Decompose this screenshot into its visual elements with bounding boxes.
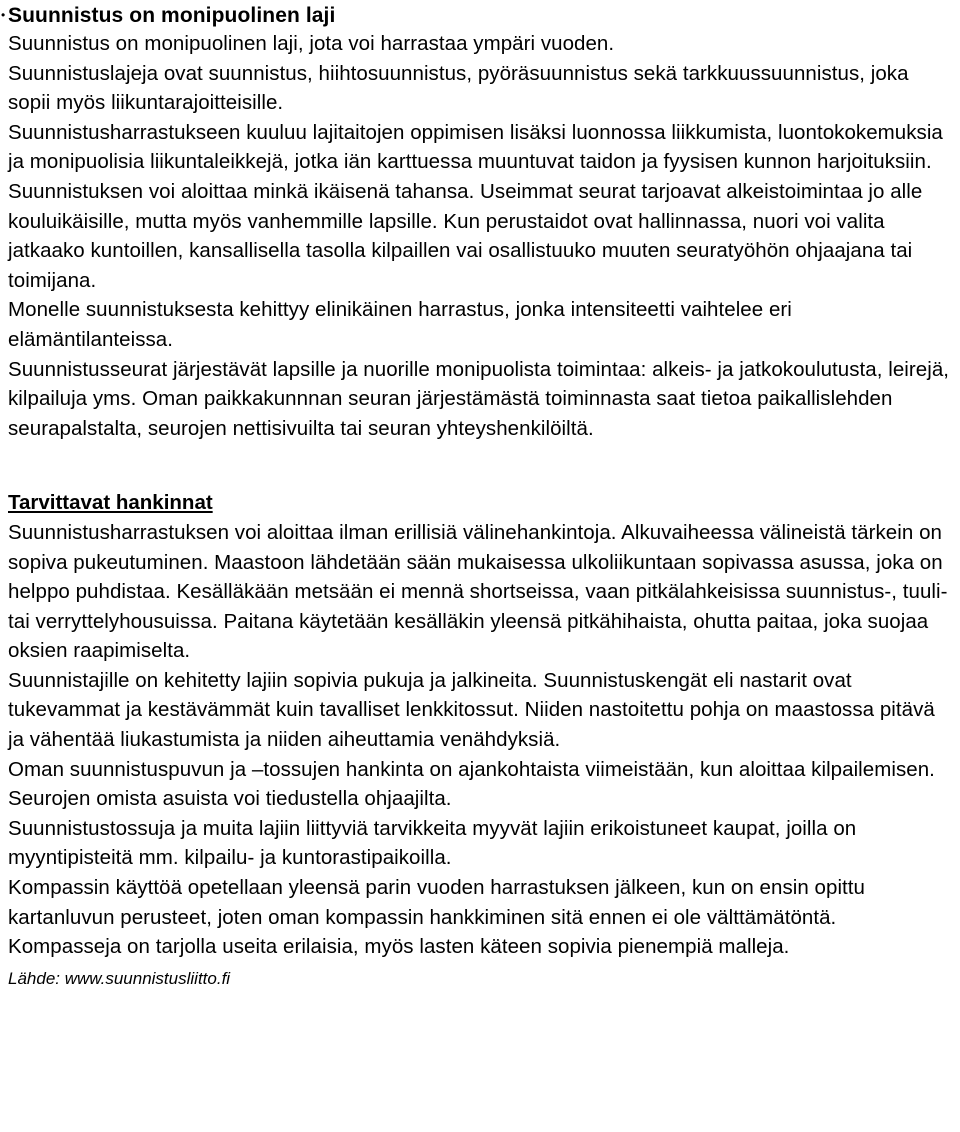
paragraph: Suunnistustossuja ja muita lajiin liittyviä tarvikkeita myyvät lajiin erikoistuneet kaupat, joilla on myyntipisteitä mm. kilpailu- ja kuntorastipaikoilla. xyxy=(8,816,857,870)
paragraph: Suunnistus on monipuolinen laji, jota voi harrastaa ympäri vuoden. xyxy=(8,32,615,55)
section-title-hankinnat: Tarvittavat hankinnat xyxy=(8,491,213,515)
section-title-suunnistus: Suunnistus on monipuolinen laji xyxy=(8,4,336,27)
document-page xyxy=(1,0,954,990)
paragraph: Suunnistuslajeja ovat suunnistus, hiihtosuunnistus, pyöräsuunnistus sekä tarkkuussuunnistus, joka sopii myös liikuntarajoitteisille. xyxy=(8,61,909,115)
paragraph: Suunnistusseurat järjestävät lapsille ja nuorille monipuolista toimintaa: alkeis- ja jatkokoulutusta, leirejä, kilpailuja yms. Oman paikkakunnnan seuran järjestämästä toiminnasta saat tietoa paikallislehden seurapalstalta, seurojen nettisivuilta tai seuran yhteyshenkilöiltä. xyxy=(8,357,950,440)
paragraph: Monelle suunnistuksesta kehittyy elinikäinen harrastus, jonka intensiteetti vaihtelee eri elämäntilanteissa. xyxy=(8,298,792,351)
paragraph: Suunnistajille on kehitetty lajiin sopivia pukuja ja jalkineita. Suunnistuskengät eli nastarit ovat tukevammat ja kestävämmät kuin tavalliset lenkkitossut. Niiden nastoitettu pohja on maastossa pitävä ja vähentää liukastumista ja niiden aiheuttamia venähdyksiä. xyxy=(8,668,935,752)
paragraph: Kompassin käyttöä opetellaan yleensä parin vuoden harrastuksen jälkeen, kun on ensin opittu kartanluvun perusteet, joten oman kompassin hankkiminen sitä ennen ei ole välttämätöntä. Kompasseja on tarjolla useita erilaisia, myös lasten käteen sopivia pienempiä malleja. xyxy=(8,876,865,959)
bullet-marker: • xyxy=(1,8,6,22)
paragraph: Suunnistusharrastukseen kuuluu lajitaitojen oppimisen lisäksi luonnossa liikkumista, luontokokemuksia ja monipuolisia liikuntaleikkejä, jotka iän karttuessa muuntuvat taidon ja fyysisen kunnon harjoituksiin. xyxy=(8,120,943,174)
paragraph: Suunnistuksen voi aloittaa minkä ikäisenä tahansa. Useimmat seurat tarjoavat alkeistoimintaa jo alle kouluikäisille, mutta myös vanhemmille lapsille. Kun perustaidot ovat hallinnassa, nuori voi valita jatkaako kuntoillen, kansallisella tasolla kilpaillen vai osallistuuko muuten seuratyöhön ohjaajana tai toimijana. xyxy=(8,179,923,292)
paragraph: Oman suunnistuspuvun ja –tossujen hankinta on ajankohtaista viimeistään, kun aloittaa kilpailemisen. Seurojen omista asuista voi tiedustella ohjaajilta. xyxy=(8,757,935,811)
source-citation: Lähde: www.suunnistusliitto.fi xyxy=(8,968,231,988)
paragraph: Suunnistusharrastuksen voi aloittaa ilman erillisiä välinehankintoja. Alkuvaiheessa välineistä tärkein on sopiva pukeutuminen. Maastoon lähdetään sään mukaisessa ulkoliikuntaan sopivassa asussa, joka on helppo puhdistaa. Kesälläkään metsään ei mennä shortseissa, vaan pitkälahkeisissa suunnistus-, tuuli- tai verryttelyhousuissa. Paitana käytetään kesälläkin yleensä pitkähihaista, ohutta paitaa, joka suojaa oksien raapimiselta. xyxy=(8,520,948,663)
